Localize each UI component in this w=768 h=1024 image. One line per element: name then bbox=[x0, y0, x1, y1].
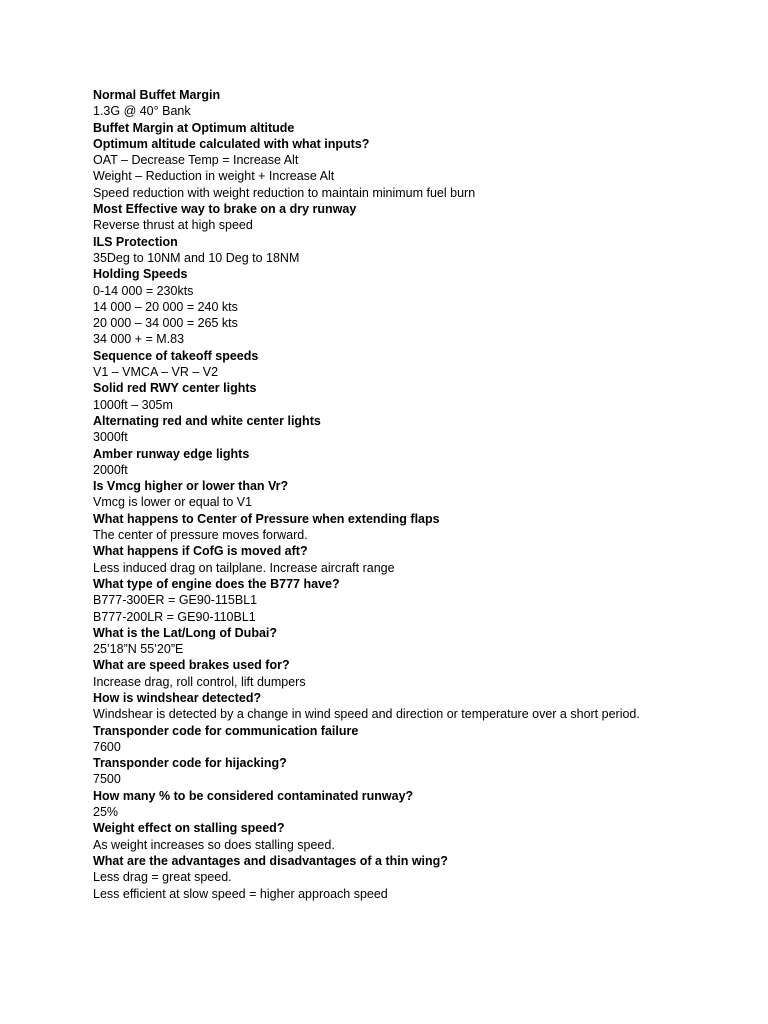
question-line: Most Effective way to brake on a dry runway bbox=[93, 202, 357, 217]
question-line: What is the Lat/Long of Dubai? bbox=[93, 625, 278, 640]
question-line: What type of engine does the B777 have? bbox=[93, 576, 340, 591]
answer-line: 25’18”N 55’20”E bbox=[93, 642, 184, 657]
answer-line: 1.3G @ 40° Bank bbox=[93, 104, 191, 119]
answer-line: 14 000 – 20 000 = 240 kts bbox=[93, 299, 238, 314]
question-line: Amber runway edge lights bbox=[93, 446, 250, 461]
answer-line: Windshear is detected by a change in wind speed and direction or temperature over a short period. bbox=[93, 707, 640, 722]
question-line: Normal Buffet Margin bbox=[93, 88, 221, 102]
question-line: Solid red RWY center lights bbox=[93, 381, 257, 396]
document-page bbox=[93, 87, 753, 902]
answer-line: B777-300ER = GE90-115BL1 bbox=[93, 593, 258, 608]
answer-line: 34 000 + = M.83 bbox=[93, 332, 185, 347]
answer-line: Vmcg is lower or equal to V1 bbox=[93, 495, 253, 510]
question-line: What happens to Center of Pressure when extending flaps bbox=[93, 511, 440, 526]
question-line: What are speed brakes used for? bbox=[93, 658, 290, 673]
answer-line: 3000ft bbox=[93, 430, 128, 445]
question-line: What are the advantages and disadvantages of a thin wing? bbox=[93, 853, 448, 868]
answer-line: 1000ft – 305m bbox=[93, 397, 173, 412]
question-line: Buffet Margin at Optimum altitude bbox=[93, 120, 295, 135]
question-line: ILS Protection bbox=[93, 234, 178, 249]
question-line: How is windshear detected? bbox=[93, 690, 262, 705]
answer-line: 7600 bbox=[93, 739, 121, 754]
answer-line: V1 – VMCA – VR – V2 bbox=[93, 365, 219, 380]
answer-line: Reverse thrust at high speed bbox=[93, 218, 253, 233]
answer-line: Less induced drag on tailplane. Increase aircraft range bbox=[93, 560, 395, 575]
question-line: Transponder code for communication failure bbox=[93, 723, 359, 738]
answer-line: 35Deg to 10NM and 10 Deg to 18NM bbox=[93, 250, 300, 265]
answer-line: 20 000 – 34 000 = 265 kts bbox=[93, 316, 238, 331]
answer-line: Less drag = great speed. bbox=[93, 870, 232, 885]
answer-line: Speed reduction with weight reduction to maintain minimum fuel burn bbox=[93, 185, 476, 200]
question-line: Optimum altitude calculated with what inputs? bbox=[93, 136, 370, 151]
question-line: What happens if CofG is moved aft? bbox=[93, 544, 308, 559]
answer-line: OAT – Decrease Temp = Increase Alt bbox=[93, 153, 299, 168]
answer-line: Weight – Reduction in weight + Increase Alt bbox=[93, 169, 335, 184]
answer-line: The center of pressure moves forward. bbox=[93, 528, 308, 543]
answer-line: 25% bbox=[93, 805, 119, 820]
answer-line: Increase drag, roll control, lift dumpers bbox=[93, 674, 306, 689]
answer-line: Less efficient at slow speed = higher approach speed bbox=[93, 886, 388, 901]
question-line: Sequence of takeoff speeds bbox=[93, 348, 259, 363]
question-line: Holding Speeds bbox=[93, 267, 188, 282]
question-line: Weight effect on stalling speed? bbox=[93, 821, 285, 836]
question-line: Alternating red and white center lights bbox=[93, 413, 321, 428]
question-line: How many % to be considered contaminated runway? bbox=[93, 788, 414, 803]
answer-line: 7500 bbox=[93, 772, 121, 787]
question-line: Is Vmcg higher or lower than Vr? bbox=[93, 479, 289, 494]
question-line: Transponder code for hijacking? bbox=[93, 756, 287, 771]
answer-line: 2000ft bbox=[93, 462, 128, 477]
answer-line: As weight increases so does stalling speed. bbox=[93, 837, 335, 852]
answer-line: B777-200LR = GE90-110BL1 bbox=[93, 609, 256, 624]
answer-line: 0-14 000 = 230kts bbox=[93, 283, 194, 298]
